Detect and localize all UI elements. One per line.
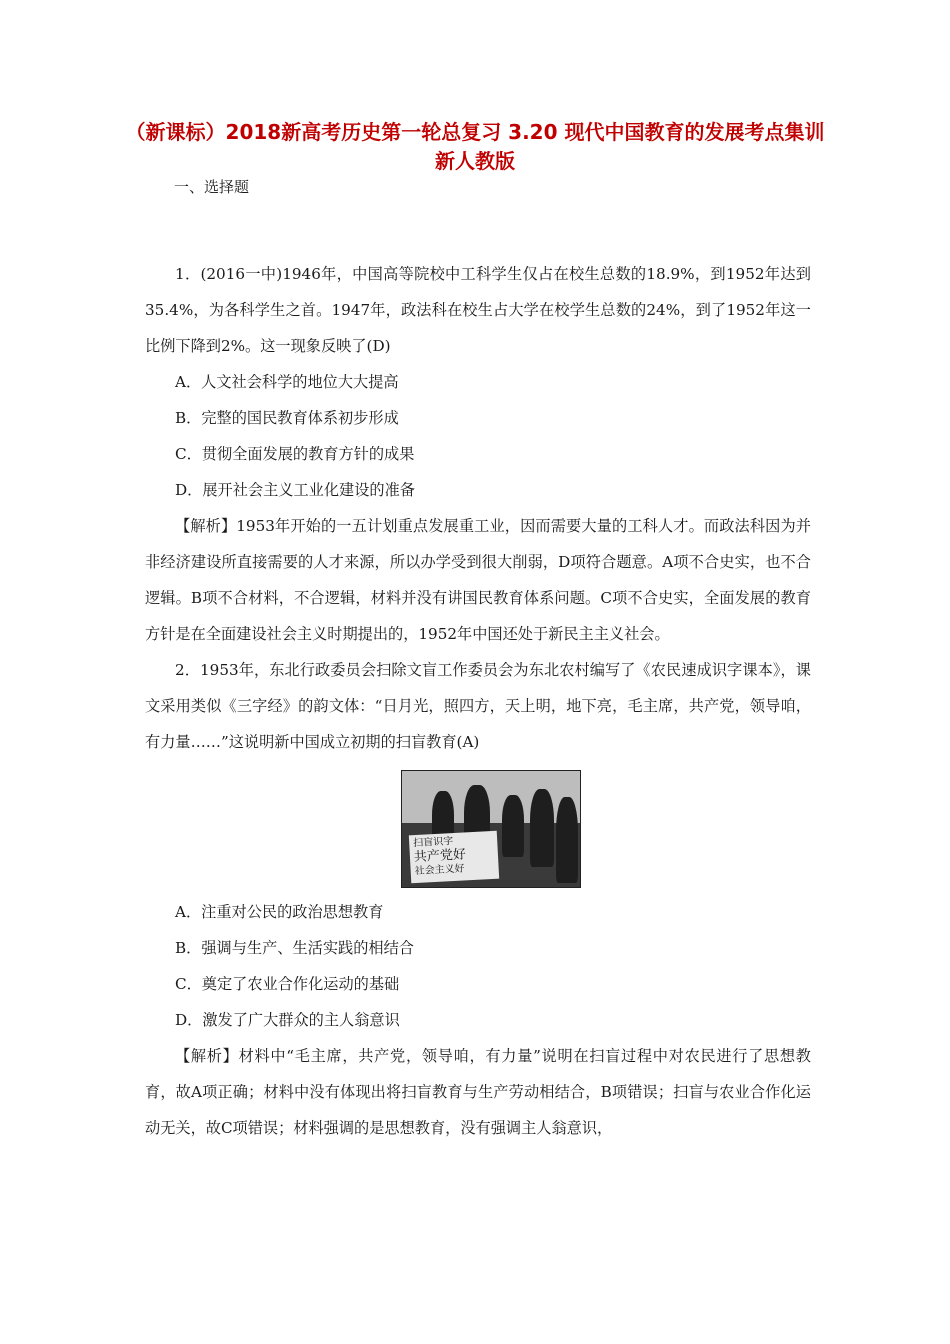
sign-line: 扫盲识字 [412,836,454,850]
section-heading: 一、选择题 [174,178,250,196]
question-1-option-b: B．完整的国民教育体系初步形成 [175,409,399,427]
question-2-option-b: B．强调与生产、生活实践的相结合 [175,939,414,957]
photo-person [502,795,524,857]
question-1-option-a: A．人文社会科学的地位大大提高 [175,373,399,391]
question-1-option-d: D．展开社会主义工业化建设的准备 [175,481,415,499]
document-body [145,256,811,1146]
question-1-analysis: 【解析】1953年开始的一五计划重点发展重工业，因而需要大量的工科人才。而政法科因为并非经济建设所直接需要的人才来源，所以办学受到很大削弱，D项符合题意。A项不合史实，也不合逻辑。B项不合材料，不合逻辑，材料并没有讲国民教育体系问题。C项不合史实，全面发展的教育方针是在全面建设社会主义时期提出的，1952年中国还处于新民主主义社会。 [145,517,811,643]
photo-sign [409,831,499,884]
question-1-option-c: C．贯彻全面发展的教育方针的成果 [175,445,415,463]
question-1-stem: 1．(2016一中)1946年，中国高等院校中工科学生仅占在校生总数的18.9%，到1952年达到35.4%，为各科学生之首。1947年，政法科在校生占大学在校学生总数的24%，到了1952年这一比例下降到2%。这一现象反映了(D) [145,265,811,355]
question-2-analysis: 【解析】材料中“毛主席，共产党，领导咱，有力量”说明在扫盲过程中对农民进行了思想教育，故A项正确；材料中没有体现出将扫盲教育与生产劳动相结合，B项错误；扫盲与农业合作化运动无关，故C项错误；材料强调的是思想教育，没有强调主人翁意识， [145,1047,811,1137]
question-2-option-d: D．激发了广大群众的主人翁意识 [175,1011,400,1029]
literacy-photo [401,770,581,888]
document-title: （新课标）2018新高考历史第一轮总复习 3.20 现代中国教育的发展考点集训 新人教版 [125,120,825,173]
question-2-option-c: C．奠定了农业合作化运动的基础 [175,975,400,993]
question-2-option-a: A．注重对公民的政治思想教育 [175,903,384,921]
photo-person [530,789,554,867]
photo-person [556,797,578,883]
sign-line: 共产党好 [413,847,467,866]
sign-line: 社会主义好 [414,863,465,878]
question-2-stem: 2．1953年，东北行政委员会扫除文盲工作委员会为东北农村编写了《农民速成识字课本》，课文采用类似《三字经》的韵文体：“日月光，照四方，天上明，地下亮，毛主席，共产党，领导咱，有力量……”这说明新中国成立初期的扫盲教育(A) [145,661,811,751]
